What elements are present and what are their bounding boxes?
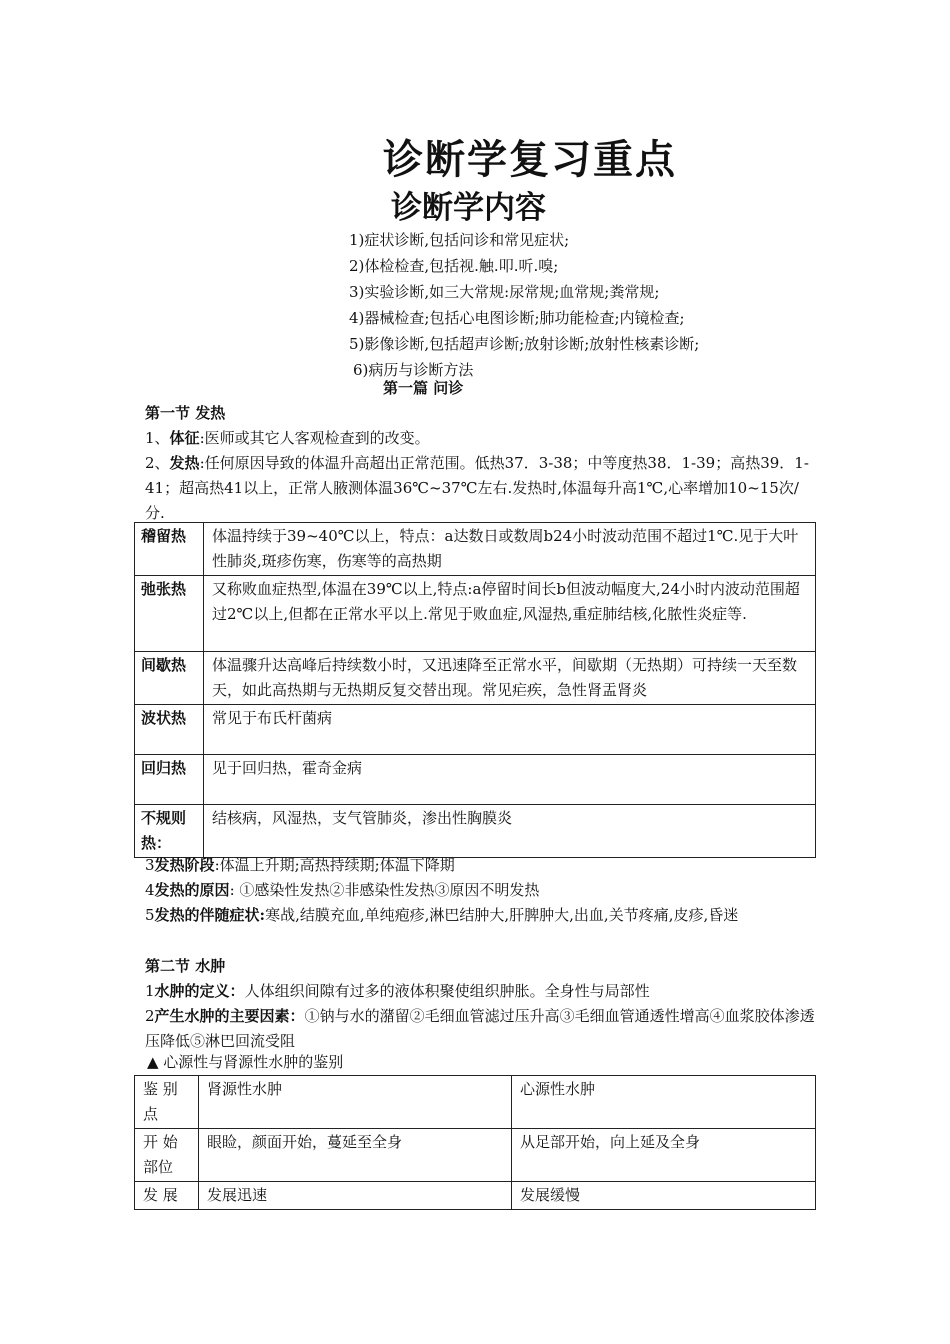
- term: 发热的伴随症状:: [154, 906, 266, 924]
- contents-item: 2)体检检查,包括视.触.叩.听.嗅;: [349, 257, 559, 275]
- fever-type-desc: 常见于布氏杆菌病: [204, 705, 816, 755]
- table-cell: 发 展: [135, 1182, 199, 1210]
- page-subtitle: 诊断学内容: [391, 190, 546, 226]
- item-number: 2、: [145, 454, 170, 472]
- fever-paragraph: [145, 451, 817, 526]
- table-row: [135, 576, 816, 652]
- table-header-cell: 肾源性水肿: [199, 1076, 512, 1129]
- definition-text: :任何原因导致的体温升高超出正常范围。低热37．3-38；中等度热38．1-39；高热39．1-41；超高热41以上，正常人腋测体温36℃~37℃左右.发热时,体温每升高1℃,心率增加10~15次/分.: [145, 454, 809, 522]
- fever-type-name: 稽留热: [135, 523, 204, 576]
- fever-type-name: 弛张热: [135, 576, 204, 652]
- table-cell: 从足部开始，向上延及全身: [512, 1129, 816, 1182]
- definition-text: ①钠与水的潴留②毛细血管滤过压升高③毛细血管通透性增高④血浆胶体渗透压降低⑤淋巴回流受阻: [145, 1007, 815, 1050]
- fever-types-table: [134, 522, 816, 858]
- item-number: 2: [145, 1007, 155, 1025]
- item-number: 1、: [145, 429, 170, 447]
- item-number: 4: [145, 881, 155, 899]
- section-heading: 第二节 水肿: [145, 957, 226, 975]
- definition-text: :体温上升期;高热持续期;体温下降期: [214, 856, 455, 874]
- contents-item: 1)症状诊断,包括问诊和常见症状;: [349, 231, 570, 249]
- section-heading: 第一节 发热: [145, 404, 226, 422]
- page-title: 诊断学复习重点: [383, 136, 677, 183]
- fever-type-name: 波状热: [135, 705, 204, 755]
- fever-type-desc: 结核病，风湿热，支气管肺炎，渗出性胸膜炎: [204, 805, 816, 858]
- causes-paragraph: [145, 878, 817, 903]
- fever-type-name: 回归热: [135, 755, 204, 805]
- table-row: [135, 805, 816, 858]
- term: 发热的原因: [154, 881, 230, 899]
- table-cell: 眼睑，颜面开始，蔓延至全身: [199, 1129, 512, 1182]
- term: 水肿的定义：: [154, 982, 245, 1000]
- table-row: [135, 1076, 816, 1129]
- fever-type-desc: 体温骤升达高峰后持续数小时，又迅速降至正常水平，间歇期（无热期）可持续一天至数天，如此高热期与无热期反复交替出现。常见疟疾，急性肾盂肾炎: [204, 652, 816, 705]
- edema-factors-paragraph: [145, 1004, 817, 1054]
- term: 产生水肿的主要因素：: [154, 1007, 305, 1025]
- contents-item: 5)影像诊断,包括超声诊断;放射诊断;放射性核素诊断;: [349, 335, 700, 353]
- fever-type-desc: 又称败血症热型,体温在39℃以上,特点:a停留时间长b但波动幅度大,24小时内波动范围超过2℃以上,但都在正常水平以上.常见于败血症,风湿热,重症肺结核,化脓性炎症等.: [204, 576, 816, 652]
- part-title: 第一篇 问诊: [383, 379, 464, 397]
- table-cell: 发展缓慢: [512, 1182, 816, 1210]
- fever-type-name: 间歇热: [135, 652, 204, 705]
- stages-paragraph: [145, 853, 817, 878]
- table-header-cell: 鉴 别点: [135, 1076, 199, 1129]
- table-row: [135, 755, 816, 805]
- edema-comparison-table: [134, 1075, 816, 1210]
- term: 发热: [169, 454, 200, 472]
- contents-item: 6)病历与诊断方法: [353, 361, 474, 379]
- item-number: 1: [145, 982, 155, 1000]
- item-number: 5: [145, 906, 155, 924]
- table-row: [135, 523, 816, 576]
- table-cell: 开 始部位: [135, 1129, 199, 1182]
- fever-type-desc: 体温持续于39~40℃以上，特点：a达数日或数周b24小时波动范围不超过1℃.见于大叶性肺炎,斑疹伤寒，伤寒等的高热期: [204, 523, 816, 576]
- item-number: 3: [145, 856, 155, 874]
- table-row: [135, 705, 816, 755]
- fever-type-desc: 见于回归热，霍奇金病: [204, 755, 816, 805]
- table-row: [135, 652, 816, 705]
- term: 体征: [169, 429, 200, 447]
- term: 发热阶段: [154, 856, 215, 874]
- contents-item: 3)实验诊断,如三大常规:尿常规;血常规;粪常规;: [349, 283, 660, 301]
- definition-text: 寒战,结膜充血,单纯疱疹,淋巴结肿大,肝脾肿大,出血,关节疼痛,皮疹,昏迷: [265, 906, 739, 924]
- edema-definition-paragraph: [145, 979, 817, 1004]
- contents-list: [349, 227, 699, 383]
- definition-text: :医师或其它人客观检查到的改变。: [199, 429, 430, 447]
- sign-paragraph: [145, 426, 817, 451]
- table-row: [135, 1129, 816, 1182]
- definition-text: 人体组织间隙有过多的液体积聚使组织肿胀。全身性与局部性: [244, 982, 650, 1000]
- definition-text: : ①感染性发热②非感染性发热③原因不明发热: [229, 881, 540, 899]
- fever-type-name: 不规则热：: [135, 805, 204, 858]
- table-header-cell: 心源性水肿: [512, 1076, 816, 1129]
- table-cell: 发展迅速: [199, 1182, 512, 1210]
- symptoms-paragraph: [145, 903, 817, 928]
- table-row: [135, 1182, 816, 1210]
- contents-item: 4)器械检查;包括心电图诊断;肺功能检查;内镜检查;: [349, 309, 685, 327]
- table-caption: ▲ 心源性与肾源性水肿的鉴别: [147, 1053, 344, 1071]
